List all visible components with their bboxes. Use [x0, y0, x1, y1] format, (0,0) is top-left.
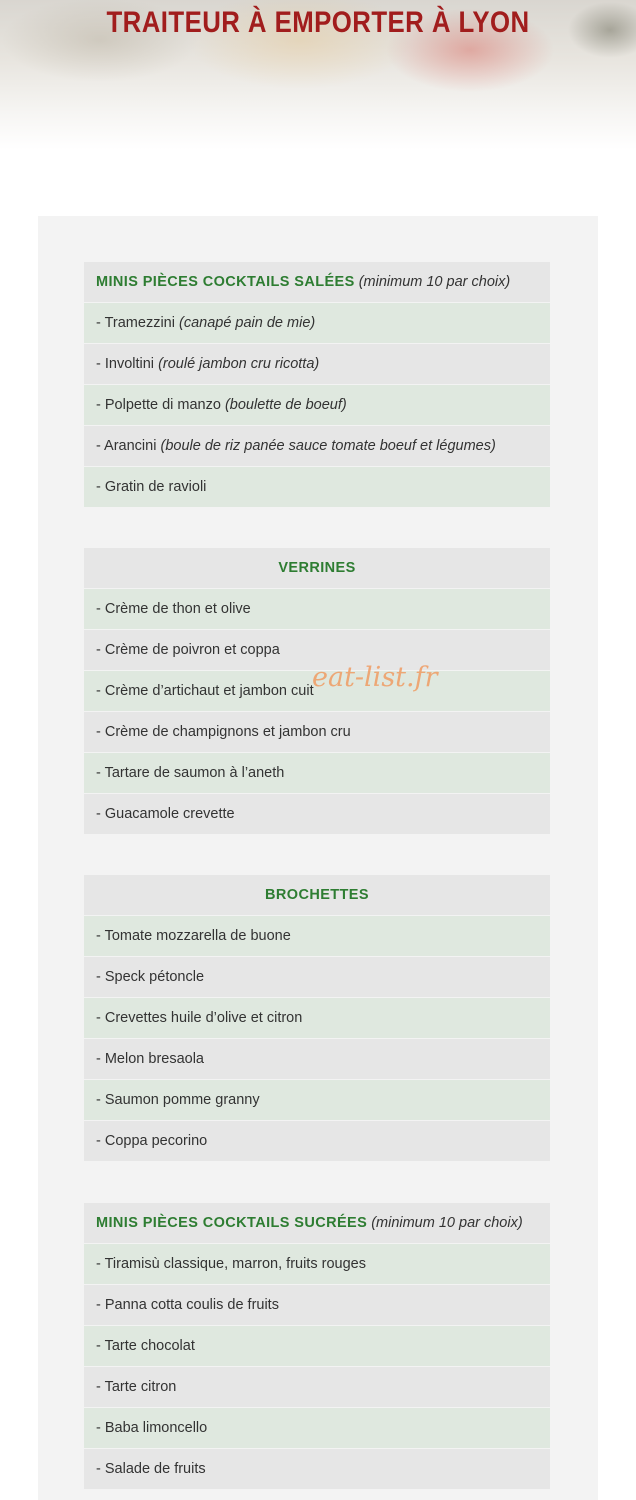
menu-item-name: - Crème de champignons et jambon cru [96, 724, 351, 740]
section-title: MINIS PIÈCES COCKTAILS SALÉES [96, 274, 355, 290]
menu-item-name: - Tiramisù classique, marron, fruits rouges [96, 1256, 366, 1272]
section-header [84, 548, 550, 589]
section-note: (minimum 10 par choix) [371, 1215, 523, 1231]
hero-banner [0, 0, 636, 150]
menu-section-salty-cocktails [84, 262, 550, 508]
menu-item-name: - Speck pétoncle [96, 969, 205, 985]
menu-item [84, 1080, 550, 1121]
menu-item [84, 1408, 550, 1449]
menu-item [84, 1121, 550, 1162]
menu-item-name: - Tarte citron [96, 1379, 177, 1395]
menu-item [84, 753, 550, 794]
menu-item [84, 426, 550, 467]
section-title: VERRINES [278, 560, 356, 576]
menu-item-name: - Arancini [96, 438, 157, 454]
menu-item [84, 1244, 550, 1285]
menu-item-name: - Crème de poivron et coppa [96, 642, 280, 658]
menu-item-name: - Panna cotta coulis de fruits [96, 1297, 279, 1313]
menu-item-note: (roulé jambon cru ricotta) [158, 356, 320, 372]
section-header [84, 1203, 550, 1244]
menu-item [84, 467, 550, 508]
menu-section-sweet-cocktails [84, 1203, 550, 1490]
menu-item [84, 1285, 550, 1326]
menu-item-name: - Crevettes huile d’olive et citron [96, 1010, 303, 1026]
watermark: eat-list.fr [312, 662, 438, 693]
menu-item [84, 1449, 550, 1490]
section-title: MINIS PIÈCES COCKTAILS SUCRÉES [96, 1215, 368, 1231]
menu-item [84, 1326, 550, 1367]
menu-item-note: (canapé pain de mie) [179, 315, 316, 331]
menu-item [84, 712, 550, 753]
section-header [84, 875, 550, 916]
menu-item [84, 303, 550, 344]
section-header [84, 262, 550, 303]
menu-item-name: - Guacamole crevette [96, 806, 235, 822]
menu-item-name: - Involtini [96, 356, 155, 372]
menu-item-name: - Melon bresaola [96, 1051, 204, 1067]
menu-item-name: - Baba limoncello [96, 1420, 208, 1436]
menu-item-name: - Tomate mozzarella de buone [96, 928, 291, 944]
menu-item-note: (boule de riz panée sauce tomate boeuf et légumes) [160, 438, 496, 454]
menu-item-name: - Gratin de ravioli [96, 479, 207, 495]
menu-item [84, 1039, 550, 1080]
menu-item [84, 794, 550, 835]
menu-item [84, 344, 550, 385]
menu-item-name: - Tramezzini [96, 315, 175, 331]
section-title: BROCHETTES [265, 887, 369, 903]
menu-item [84, 1367, 550, 1408]
menu-item [84, 998, 550, 1039]
menu-item-name: - Tarte chocolat [96, 1338, 195, 1354]
menu-item-name: - Polpette di manzo [96, 397, 221, 413]
menu-item-name: - Crème de thon et olive [96, 601, 251, 617]
menu-item-name: - Coppa pecorino [96, 1133, 208, 1149]
menu-item-note: (boulette de boeuf) [224, 397, 347, 413]
menu-item [84, 589, 550, 630]
menu-item [84, 385, 550, 426]
menu-item [84, 916, 550, 957]
menu-item [84, 957, 550, 998]
menu-item-name: - Crème d’artichaut et jambon cuit [96, 683, 314, 699]
menu-item-name: - Tartare de saumon à l’aneth [96, 765, 285, 781]
menu-section-brochettes [84, 875, 550, 1162]
section-note: (minimum 10 par choix) [358, 274, 511, 290]
page-title: TRAITEUR À EMPORTER À LYON [106, 6, 530, 39]
menu-item-name: - Salade de fruits [96, 1461, 206, 1477]
menu-item-name: - Saumon pomme granny [96, 1092, 260, 1108]
